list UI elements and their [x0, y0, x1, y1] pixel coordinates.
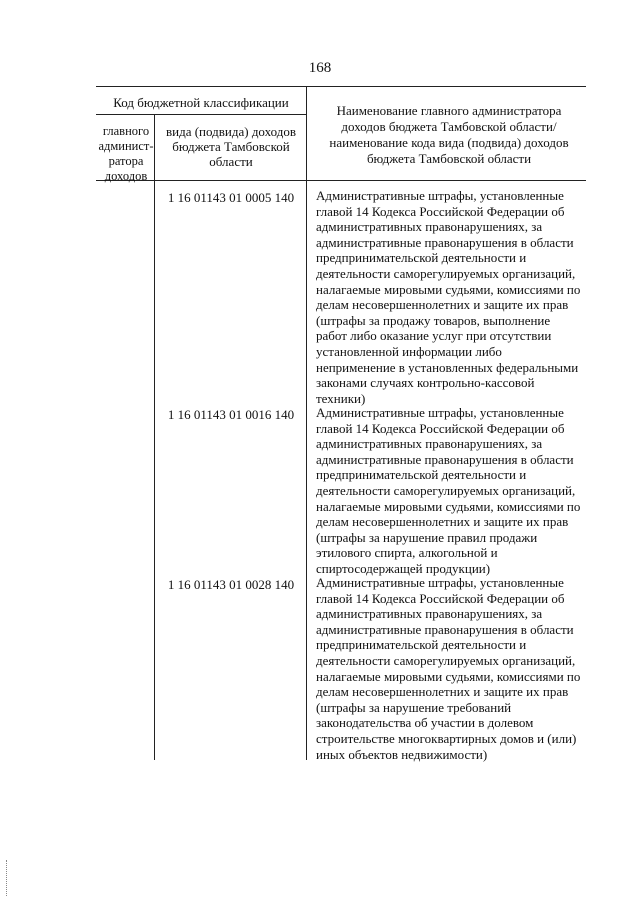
column-divider-2 [306, 86, 307, 760]
header-main-administrator: главного админист-ратора доходов [98, 124, 154, 183]
header-administrator-name: Наименование главного администратора доходов бюджета Тамбовской области/наименование кода вида (подвида) доходов бюджета Тамбовской области [329, 103, 569, 166]
row-3-description: Административные штрафы, установленные главой 14 Кодекса Российской Федерации об административных правонарушениях, за административные правонарушения в области предпринимательской деятельности и деятельности саморегулируемых организаций, налагаемые мировыми судьями, комиссиями по делам несовершеннолетних и защите их прав (штрафы за нарушение требований законодательства об участии в долевом строительстве многоквартирных домов и (или) иных объектов недвижимости) [316, 575, 581, 762]
header-group-rule [96, 114, 306, 115]
row-1-code: 1 16 01143 01 0005 140 [167, 190, 295, 205]
row-2-code: 1 16 01143 01 0016 140 [167, 407, 295, 422]
header-income-type: вида (подвида) доходов бюджета Тамбовской области [166, 124, 296, 169]
column-divider-1 [154, 114, 155, 760]
page-number: 168 [308, 60, 332, 76]
row-3-code: 1 16 01143 01 0028 140 [167, 577, 295, 592]
row-1-description: Административные штрафы, установленные главой 14 Кодекса Российской Федерации об административных правонарушениях, за административные правонарушения в области предпринимательской деятельности и деятельности саморегулируемых организаций, налагаемые мировыми судьями, комиссиями по делам несовершеннолетних и защите их прав (штрафы за продажу товаров, выполнение работ либо оказание услуг при отсутствии установленной информации либо неприменение в установленных федеральными законами случаях контрольно-кассовой техники) [316, 188, 581, 406]
binding-margin-mark [6, 860, 9, 896]
header-budget-classification: Код бюджетной классификации [113, 95, 289, 110]
row-2-description: Административные штрафы, установленные главой 14 Кодекса Российской Федерации об административных правонарушениях, за административные правонарушения в области предпринимательской деятельности и деятельности саморегулируемых организаций, налагаемые мировыми судьями, комиссиями по делам несовершеннолетних и защите их прав (штрафы за нарушение правил продажи этилового спирта, алкогольной и спиртосодержащей продукции) [316, 405, 581, 576]
table-top-rule [96, 86, 586, 87]
header-bottom-rule [96, 180, 586, 181]
